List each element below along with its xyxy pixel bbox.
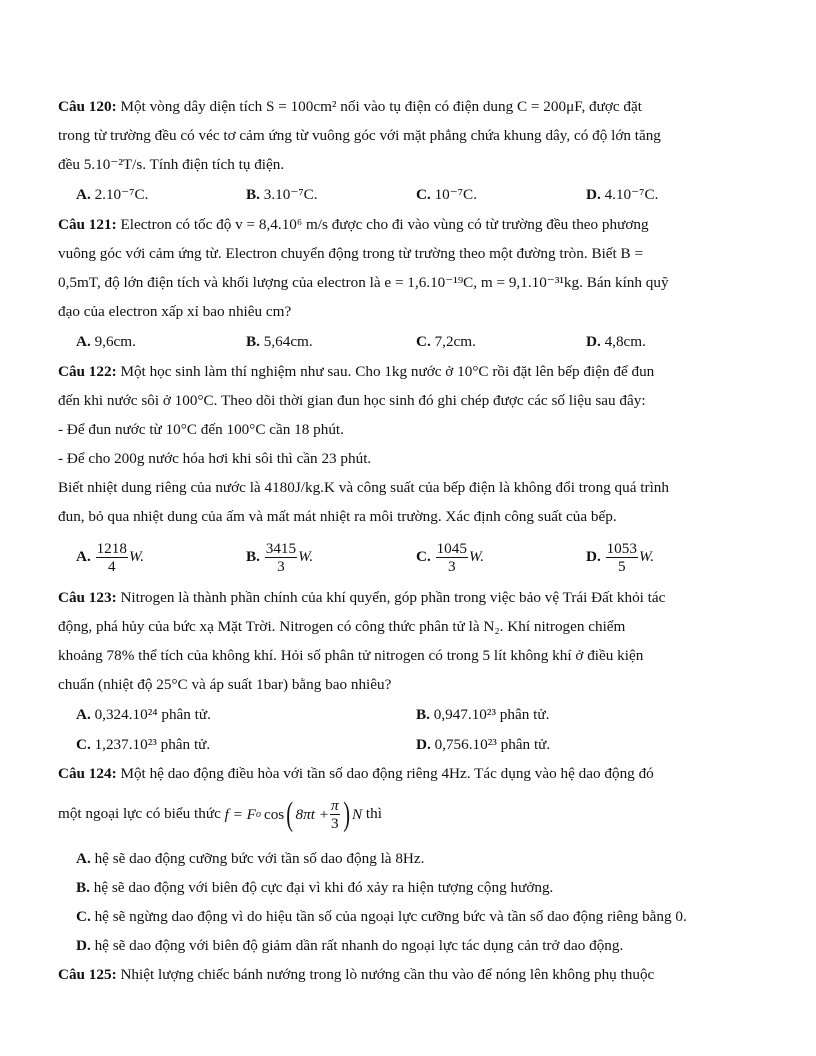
question-text: động, phá hủy của bức xạ Mặt Trời. Nitrogen có công thức phân tử là N₂. Khí nitrogen chiếm (58, 618, 626, 635)
option-c[interactable]: C. 10⁻⁷C. (416, 186, 477, 203)
question-text: đạo của electron xấp xỉ bao nhiêu cm? (58, 303, 292, 320)
option-d[interactable]: D. hệ sẽ dao động với biên độ giảm dần rất nhanh do ngoại lực tác dụng cản trở dao động. (76, 936, 624, 954)
option-b[interactable]: B. 5,64cm. (246, 333, 313, 350)
question-121 (58, 210, 758, 357)
fraction: $\frac{\pi}{3}$ (331, 797, 339, 833)
question-text: chuẩn (nhiệt độ 25°C và áp suất 1bar) bằng bao nhiêu? (58, 676, 392, 693)
question-122 (58, 357, 758, 583)
question-text: Một vòng dây diện tích S = 100cm² nối vào tụ điện có điện dung C = 200μF, được đặt (120, 98, 642, 115)
option-c[interactable]: C. hệ sẽ ngừng dao động vì do hiệu tần số của ngoại lực cưỡng bức và tần số dao động riêng bằng 0. (76, 907, 687, 925)
options-row (58, 699, 758, 729)
option-a[interactable]: A. 9,6cm. (76, 333, 136, 350)
question-text: Biết nhiệt dung riêng của nước là 4180J/kg.K và công suất của bếp điện là không đổi trong quá trình (58, 479, 669, 496)
question-text: đều 5.10⁻²T/s. Tính điện tích tụ điện. (58, 156, 285, 173)
option-d[interactable]: D. 0,756.10²³ phân tử. (416, 735, 551, 753)
question-label: Câu 121: (58, 216, 117, 233)
question-label: Câu 122: (58, 363, 117, 380)
question-text: Nhiệt lượng chiếc bánh nướng trong lò nướng cần thu vào để nóng lên không phụ thuộc (120, 965, 655, 983)
option-a[interactable]: A. $\frac{1218}{4}$ W. (76, 539, 144, 575)
question-text: Nitrogen là thành phần chính của khí quyển, góp phần trong việc bảo vệ Trái Đất khỏi tác (120, 589, 666, 606)
question-text: đun, bỏ qua nhiệt dung của ấm và mất mát nhiệt ra môi trường. Xác định công suất của bếp. (58, 508, 617, 525)
option-b[interactable]: B. $\frac{3415}{3}$ W. (246, 539, 314, 575)
fraction: $\frac{1045}{3}$ (436, 539, 467, 575)
option-d[interactable]: D. $\frac{1053}{5}$ W. (586, 539, 654, 575)
question-125 (58, 960, 758, 989)
options-row (58, 729, 758, 759)
option-d[interactable]: D. 4,8cm. (586, 333, 646, 350)
question-text: khoảng 78% thể tích của không khí. Hỏi số phân tử nitrogen có trong 5 lít không khí ở điều kiện (58, 647, 644, 664)
option-a[interactable]: A. 2.10⁻⁷C. (76, 186, 149, 203)
options-row (58, 531, 758, 583)
question-label: Câu 125: (58, 965, 117, 983)
document-page (58, 92, 758, 989)
fraction: $\frac{1218}{4}$ (96, 539, 127, 575)
option-c[interactable]: C. 7,2cm. (416, 333, 476, 350)
option-c[interactable]: C. 1,237.10²³ phân tử. (76, 735, 211, 753)
question-120 (58, 92, 758, 210)
question-text: thì (365, 805, 382, 822)
option-b[interactable]: B. 0,947.10²³ phân tử. (416, 705, 550, 723)
question-text: một ngoại lực có biểu thức (58, 805, 221, 822)
question-text: 0,5mT, độ lớn điện tích và khối lượng của electron là e = 1,6.10⁻¹⁹C, m = 9,1.10⁻³¹kg. Bán kính quỹ (58, 274, 669, 291)
question-text: trong từ trường đều có véc tơ cảm ứng từ vuông góc với mặt phẳng chứa khung dây, có độ lớn tăng (58, 127, 661, 144)
question-124 (58, 759, 758, 960)
question-text: - Để đun nước từ 10°C đến 100°C cần 18 phút. (58, 421, 344, 438)
question-text: - Để cho 200g nước hóa hơi khi sôi thì cần 23 phút. (58, 450, 372, 467)
force-formula: f = F o cos ( 8πt + $\frac{\pi}{3}$ ) N (224, 795, 363, 833)
option-d[interactable]: D. 4.10⁻⁷C. (586, 186, 659, 203)
options-row (58, 179, 758, 210)
question-123 (58, 583, 758, 759)
question-text: Electron có tốc độ v = 8,4.10⁶ m/s được cho đi vào vùng có từ trường đều theo phương (120, 216, 649, 233)
question-label: Câu 123: (58, 589, 117, 606)
question-text: Một hệ dao động điều hòa với tần số dao động riêng 4Hz. Tác dụng vào hệ dao động đó (120, 765, 654, 782)
question-label: Câu 124: (58, 765, 117, 782)
fraction: $\frac{3415}{3}$ (265, 539, 297, 575)
question-label: Câu 120: (58, 98, 117, 115)
options-row (58, 326, 758, 357)
option-b[interactable]: B. 3.10⁻⁷C. (246, 186, 318, 203)
question-text: Một học sinh làm thí nghiệm như sau. Cho 1kg nước ở 10°C rồi đặt lên bếp điện để đun (120, 363, 655, 380)
question-text: vuông góc với cảm ứng từ. Electron chuyển động trong từ trường theo một đường tròn. Biết B = (58, 245, 644, 262)
option-c[interactable]: C. $\frac{1045}{3}$ W. (416, 539, 484, 575)
question-text: đến khi nước sôi ở 100°C. Theo dõi thời gian đun học sinh đó ghi chép được các số liệu sau đây: (58, 392, 646, 409)
option-a[interactable]: A. hệ sẽ dao động cưỡng bức với tần số dao động là 8Hz. (76, 849, 425, 867)
option-a[interactable]: A. 0,324.10²⁴ phân tử. (76, 705, 211, 723)
option-b[interactable]: B. hệ sẽ dao động với biên độ cực đại vì khi đó xảy ra hiện tượng cộng hưởng. (76, 878, 554, 896)
fraction: $\frac{1053}{5}$ (606, 539, 637, 575)
